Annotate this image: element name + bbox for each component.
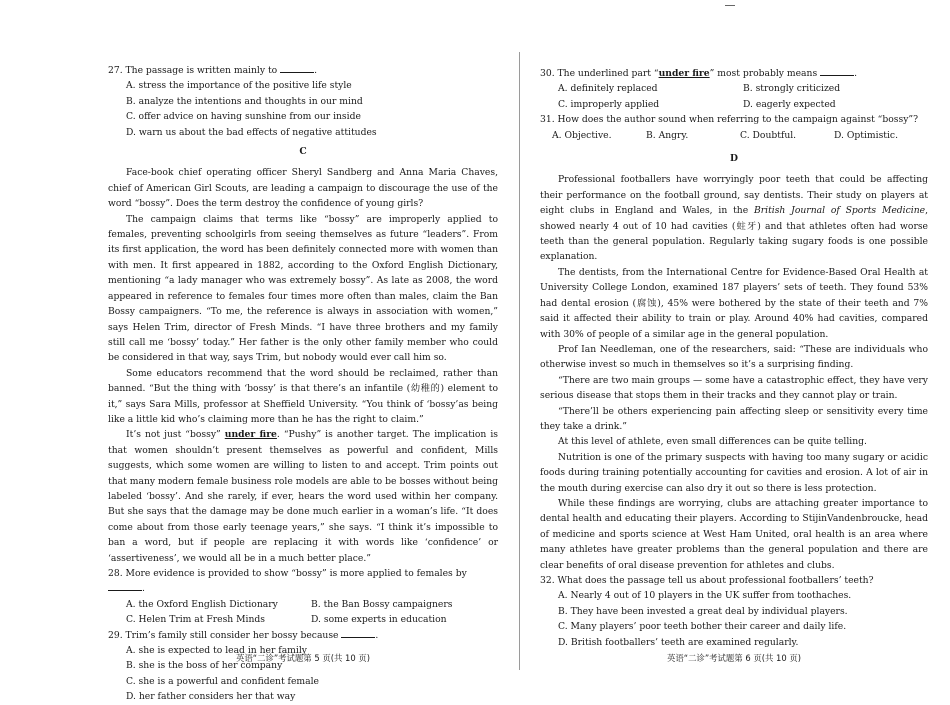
journal-title: British Journal of Sports Medicine <box>754 205 926 217</box>
q27-option-b: B. analyze the intentions and thoughts in our mind <box>126 95 363 107</box>
underlined-phrase: under fire <box>224 429 277 441</box>
q32-option-a: A. Nearly 4 out of 10 players in the UK suffer from toothaches. <box>558 590 852 602</box>
q31-option-d: D. Optimistic. <box>834 129 898 141</box>
passage-d-paragraph: Professional footballers have worryingly poor teeth that could be affecting their performance on the football ground, say dentists. Their study on players at eight clubs in England and Wales, in the British Journal of Sports Medicine, showed nearly 4 out of 10 had cavities (蛀牙) and that athletes often had worse teeth than the general population. Regularly taking sugary foods is one possible explanation. <box>540 174 928 263</box>
q29-option-d: D. her father considers her that way <box>126 691 296 703</box>
passage-c-paragraph: It’s not just “bossy” under fire. “Pushy” is another target. The implication is that women shouldn’t present themselves as powerful and confident, Mills suggests, which some women are willing to listen to and accept. Trim points out that many modern female business role models are able to be bosses without being labeled ‘bossy’. And she rarely, if ever, hears the word used within her company. But she says that the damage may be done much earlier in a woman’s life. “It does come about from those early teenage years,” she says. “I think it’s impossible to ban a word, but if people are replacing it with words like ‘confidence’ or ‘assertiveness’, we would all be in a much better place.” <box>108 429 498 564</box>
q27-stem: 27. The passage is written mainly to <box>108 65 278 76</box>
q27-option-d: D. warn us about the bad effects of negative attitudes <box>126 126 377 138</box>
answer-blank <box>341 628 375 638</box>
page-top-mark <box>725 5 735 6</box>
question-28: 28. More evidence is provided to show “bossy” is more applied to females by . <box>108 568 467 595</box>
passage-d-paragraph: “There’ll be others experiencing pain affecting sleep or sensitivity every time they take a drink.” <box>540 405 928 432</box>
underlined-phrase: under fire <box>658 68 710 79</box>
passage-d-paragraph: “There are two main groups — some have a catastrophic effect, they have very serious disease that stops them in their tracks and they cannot play or train. <box>540 374 928 402</box>
section-c-heading: C <box>299 146 307 158</box>
passage-c-paragraph: Face-book chief operating officer Sheryl Sandberg and Anna Maria Chaves, chief of American Girl Scouts, are leading a campaign to discourage the use of the word “bossy”. Does the term destroy the confidence of young girls? <box>108 167 498 210</box>
passage-d-paragraph: While these findings are worrying, clubs are attaching greater importance to dental health and educating their players. According to StijinVandenbroucke, head of medicine and sports science at West Ham United, oral health is an area where many athletes have greater problems than the general population and there are clear benefits of oral disease prevention for athletes and clubs. <box>540 497 928 571</box>
question-31: 31. How does the author sound when referring to the campaign against “bossy”? <box>540 114 919 126</box>
q30-option-a: A. definitely replaced <box>558 83 658 95</box>
passage-c-paragraph: Some educators recommend that the word should be reclaimed, rather than banned. “But the thing with ‘bossy’ is that there’s an infantile (幼稚的) element to it,” says Sara Mills, professor at Sheffield University. “You think of ‘bossy’as being like a little kid who’s claiming more than he has the right to claim.” <box>108 367 498 425</box>
q30-option-b: B. strongly criticized <box>743 83 841 95</box>
q28-option-b: B. the Ban Bossy campaigners <box>311 598 453 610</box>
q32-option-d: D. British footballers’ teeth are examined regularly. <box>558 636 799 648</box>
section-d-heading: D <box>730 153 738 165</box>
passage-c-paragraph: The campaign claims that terms like “bossy” are improperly applied to females, preventing schoolgirls from seeing themselves as future “leaders”. From its first application, the word has been definitely connected more with women than with men. It first appeared in 1882, according to the Oxford English Dictionary, mentioning “a lady manager who was extremely bossy”. As late as 2008, the word appeared in reference to females four times more often than males, claim the Ban Bossy campaigners. “To me, the reference is always in association with women,” says Helen Trim, director of Fresh Minds. “I have three brothers and my family still call me ‘bossy’ today.” Her father is the only other family member who could be considered in that way, says Trim, but nobody would ever call him so. <box>108 213 498 364</box>
passage-d-paragraph: At this level of athlete, even small differences can be quite telling. <box>558 436 867 448</box>
question-32: 32. What does the passage tell us about professional footballers’ teeth? <box>540 575 874 586</box>
page-divider <box>519 52 520 670</box>
q28-option-a: A. the Oxford English Dictionary <box>126 598 278 610</box>
passage-d-paragraph: The dentists, from the International Centre for Evidence-Based Oral Health at University College London, examined 187 players’ sets of teeth. They found 53% had dental erosion (腐蚀), 45% were bothered by the state of their teeth and 7% said it affected their ability to train or play. Around 40% had cavities, compared with 30% of people of a similar age in the general population. <box>540 266 928 340</box>
question-29: 29. Trim’s family still consider her bossy because . <box>108 629 379 641</box>
q31-option-c: C. Doubtful. <box>740 129 797 141</box>
q27-option-a: A. stress the importance of the positive life style <box>126 80 352 92</box>
question-30: 30. The underlined part “under fire” most probably means . <box>540 68 858 79</box>
answer-blank <box>820 66 854 76</box>
q28-option-c: C. Helen Trim at Fresh Minds <box>126 614 266 626</box>
q31-option-a: A. Objective. <box>552 129 612 141</box>
question-27: 27. The passage is written mainly to . <box>108 65 318 76</box>
passage-d-paragraph: Prof Ian Needleman, one of the researchers, said: “These are individuals who otherwise invest so much in themselves so it’s a surprising finding. <box>540 343 928 371</box>
q30-option-c: C. improperly applied <box>558 98 660 110</box>
page-footer: 英语“二诊”考试题第 6 页(共 10 页) <box>667 653 801 663</box>
q32-option-b: B. They have been invested a great deal by individual players. <box>558 605 848 617</box>
q27-option-c: C. offer advice on having sunshine from our inside <box>126 111 361 123</box>
q28-option-d: D. some experts in education <box>311 614 447 626</box>
q29-option-b: B. she is the boss of her company <box>126 660 283 672</box>
answer-blank <box>280 63 314 73</box>
q32-option-c: C. Many players’ poor teeth bother their career and daily life. <box>558 621 847 633</box>
answer-blank <box>108 581 142 591</box>
q29-option-c: C. she is a powerful and confident female <box>126 675 319 687</box>
q30-option-d: D. eagerly expected <box>743 98 836 110</box>
q29-option-a: A. she is expected to lead in her family <box>126 645 307 657</box>
passage-d-paragraph: Nutrition is one of the primary suspects with having too many sugary or acidic foods during training potentially accounting for cavities and erosion. A lot of air in the mouth during exercise can also dry it out so there is less protection. <box>540 451 928 494</box>
q31-option-b: B. Angry. <box>646 129 689 141</box>
page-footer: 英语“二诊”考试题第 5 页(共 10 页) <box>236 653 370 663</box>
